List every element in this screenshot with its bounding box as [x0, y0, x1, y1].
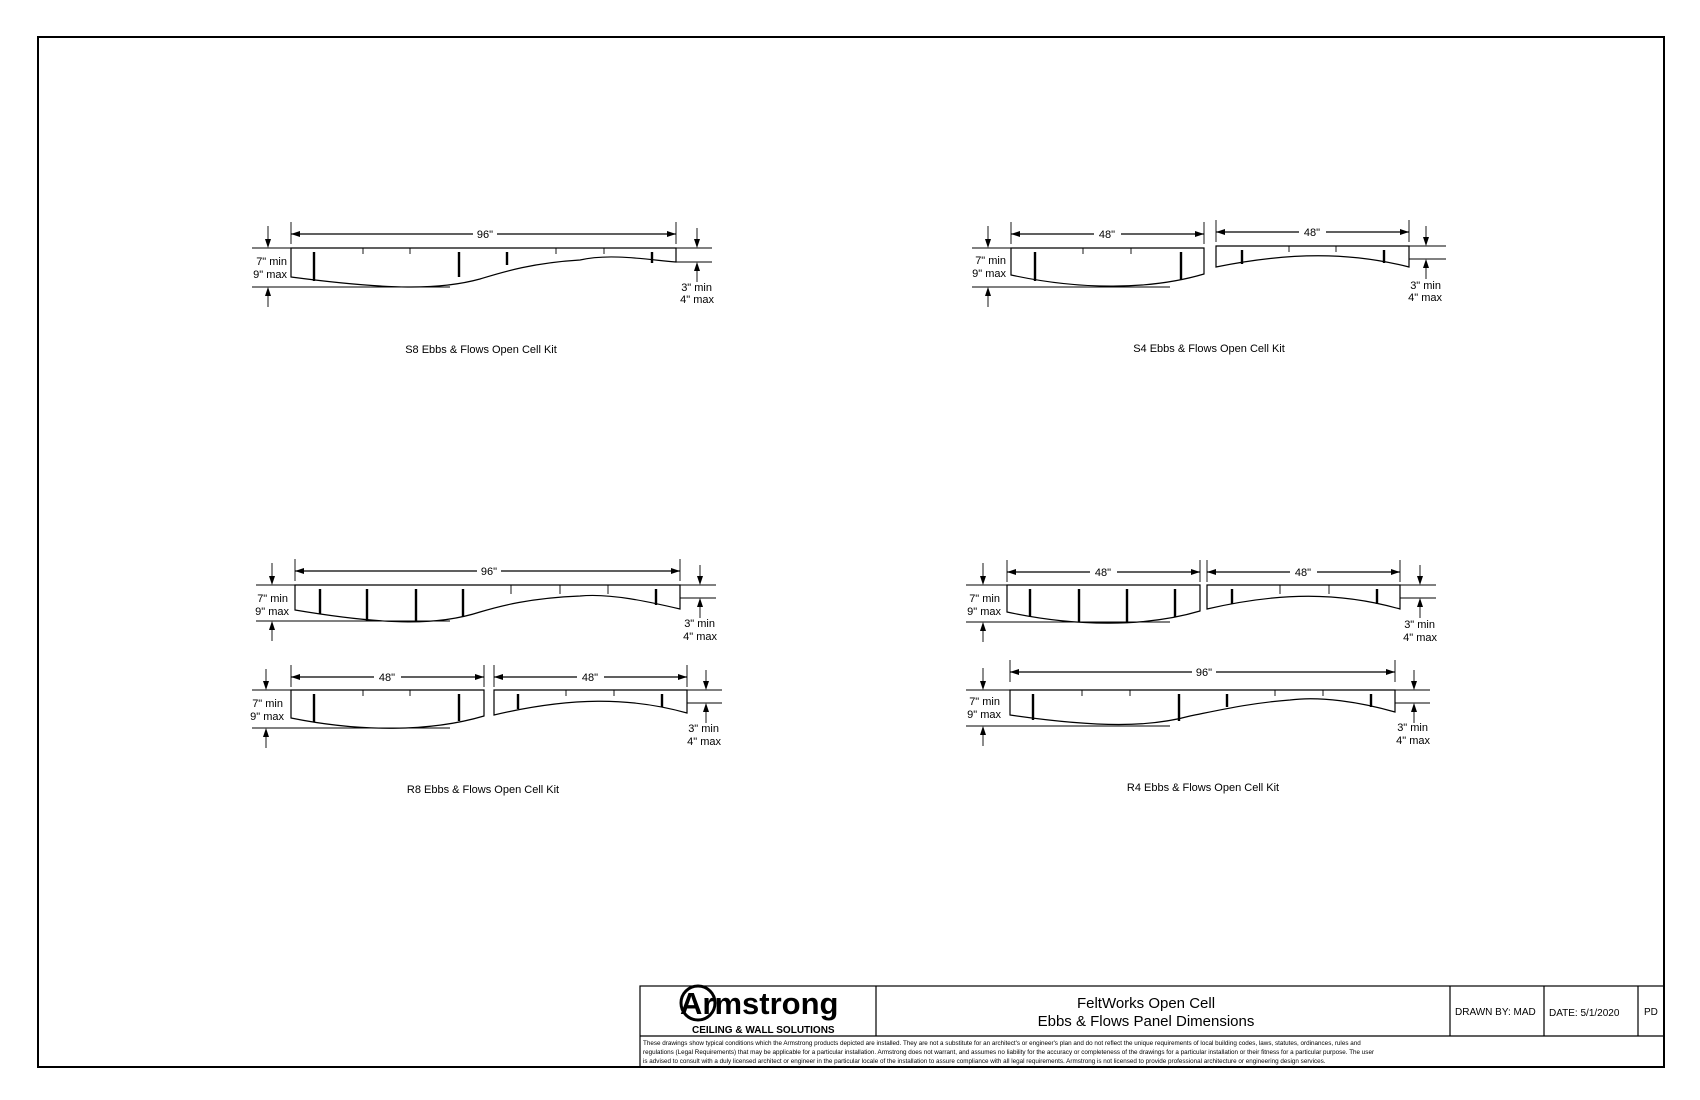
kit-caption: S4 Ebbs & Flows Open Cell Kit [1133, 343, 1285, 355]
depth-max-label: 4" max [687, 736, 721, 748]
length-label: 96" [476, 229, 494, 241]
disclaimer-line: is advised to consult with a duly licensed architect or engineer in the particular locale of the installation to assure compliance with all legal requirements. Armstrong is not licensed to provide professional architecture or engineering design services. [643, 1058, 1326, 1065]
panel-profile [1011, 248, 1204, 286]
depth-min-label: 3" min [684, 618, 715, 630]
kit-s8 [252, 222, 715, 356]
depth-min-label: 7" min [257, 593, 288, 605]
depth-min-label: 3" min [1397, 722, 1428, 734]
drawing-title-line1: FeltWorks Open Cell [1076, 995, 1216, 1012]
depth-min-label: 3" min [1404, 619, 1435, 631]
depth-min-label: 7" min [969, 593, 1000, 605]
length-label: 48" [1294, 567, 1312, 579]
kit-s4 [972, 220, 1446, 355]
depth-max-label: 9" max [967, 606, 1001, 618]
depth-max-label: 4" max [683, 631, 717, 643]
depth-min-label: 3" min [688, 723, 719, 735]
depth-max-label: 4" max [1408, 292, 1442, 304]
depth-max-label: 4" max [1403, 632, 1437, 644]
drawing-date: DATE: 5/1/2020 [1549, 1008, 1620, 1019]
armstrong-logo [680, 986, 838, 1036]
title-block [640, 986, 1664, 1067]
disclaimer-line: regulations (Legal Requirements) that may be applicable for a particular installation. Armstrong does not warrant, and assumes no liability for the accuracy or completeness of the drawings for a particular installation or their fitness for a particular purpose. The user [643, 1049, 1375, 1056]
length-label: 96" [1195, 667, 1213, 679]
panel-profile [1207, 585, 1400, 609]
drawing-title-line2: Ebbs & Flows Panel Dimensions [1037, 1013, 1255, 1030]
length-label: 96" [480, 566, 498, 578]
kit-caption: S8 Ebbs & Flows Open Cell Kit [405, 344, 557, 356]
kit-r8 [250, 559, 722, 796]
panel-profile [295, 585, 680, 622]
kit-r4 [966, 560, 1438, 794]
length-label: 48" [1098, 229, 1116, 241]
disclaimer-line: These drawings show typical conditions which the Armstrong products depicted are installed. They are not a substitute for an architect's or engineer's plan and do not reflect the unique requirements of local building codes, laws, statutes, ordinances, rules and [643, 1040, 1361, 1047]
svg-text:CEILING & WALL SOLUTIONS: CEILING & WALL SOLUTIONS [692, 1025, 835, 1036]
depth-min-label: 7" min [975, 255, 1006, 267]
depth-max-label: 9" max [253, 269, 287, 281]
sheet-code: PD [1644, 1007, 1658, 1018]
length-label: 48" [1094, 567, 1112, 579]
depth-min-label: 3" min [1410, 280, 1441, 292]
depth-max-label: 4" max [1396, 735, 1430, 747]
panel-profile [291, 690, 484, 728]
sheet-border [38, 37, 1664, 1067]
length-label: 48" [1303, 227, 1321, 239]
kit-caption: R4 Ebbs & Flows Open Cell Kit [1126, 782, 1280, 794]
length-label: 48" [378, 672, 396, 684]
length-label: 48" [581, 672, 599, 684]
depth-max-label: 9" max [250, 711, 284, 723]
depth-max-label: 4" max [680, 294, 714, 306]
svg-text:Armstrong: Armstrong [680, 986, 839, 1021]
depth-min-label: 7" min [969, 696, 1000, 708]
depth-max-label: 9" max [255, 606, 289, 618]
depth-min-label: 7" min [252, 698, 283, 710]
depth-min-label: 7" min [256, 256, 287, 268]
panel-profile [494, 690, 687, 715]
panel-profile [1007, 585, 1200, 623]
depth-min-label: 3" min [681, 282, 712, 294]
depth-max-label: 9" max [967, 709, 1001, 721]
depth-max-label: 9" max [972, 268, 1006, 280]
panel-profile [1010, 690, 1395, 725]
panel-profile [1216, 246, 1409, 267]
drawn-by: DRAWN BY: MAD [1455, 1007, 1536, 1018]
panel-profile [291, 248, 676, 287]
kit-caption: R8 Ebbs & Flows Open Cell Kit [406, 784, 560, 796]
